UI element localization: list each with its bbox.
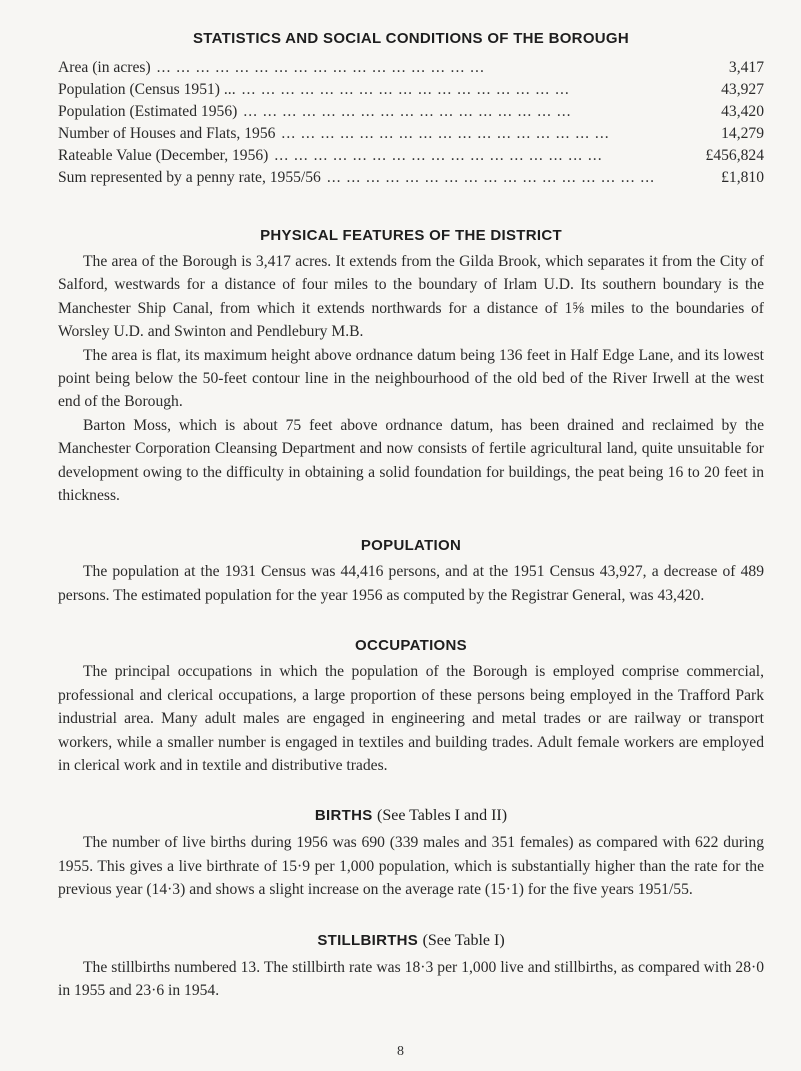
stat-label: Rateable Value (December, 1956): [58, 147, 269, 164]
paragraph: The number of live births during 1956 was 690 (339 males and 351 females) as compared with 622 during 1955. This gives a live birthrate of 15·9 per 1,000 population, which is substantially higher than the rate for the previous year (14·3) and shows a slight increase on the average rate (15·1) for the five years 1951/55.: [58, 834, 764, 899]
section-occupations: [58, 637, 764, 777]
stat-value: 43,927: [721, 81, 764, 98]
heading-text: STILLBIRTHS: [317, 931, 419, 949]
paragraph: Barton Moss, which is about 75 feet above ordnance datum, has been drained and reclaimed by the Manchester Corporation Cleansing Department and now consists of fertile agricultural land, quite unsuitable for development owing to the difficulty in obtaining a solid foundation for buildings, the peat being 16 to 20 feet in thickness.: [58, 416, 764, 505]
page-number: 8: [397, 1044, 404, 1059]
leader-dots: ... ... ... ... ... ... ... ... ... ... ... ... ... ... ... ... ...: [241, 81, 570, 98]
section-stillbirths: [58, 932, 764, 1003]
section-heading: [58, 807, 764, 825]
leader-dots: ... ... ... ... ... ... ... ... ... ... ... ... ... ... ... ... ...: [326, 169, 656, 186]
section-births: [58, 807, 764, 901]
stat-row: [58, 101, 764, 123]
stat-value: 14,279: [721, 125, 764, 142]
stat-row: [58, 167, 764, 189]
stat-value: 43,420: [721, 103, 764, 120]
stat-label: Population (Census 1951) ...: [58, 81, 236, 98]
heading-subtext: (See Table I): [422, 931, 505, 949]
stat-label: Area (in acres): [58, 59, 151, 76]
stat-label: Sum represented by a penny rate, 1955/56: [58, 169, 321, 186]
section-physical-features: [58, 227, 764, 507]
stat-value: £1,810: [721, 169, 764, 186]
section-heading: PHYSICAL FEATURES OF THE DISTRICT: [260, 227, 562, 244]
leader-dots: ... ... ... ... ... ... ... ... ... ... ... ... ... ... ... ... ...: [281, 125, 610, 142]
leader-dots: ... ... ... ... ... ... ... ... ... ... ... ... ... ... ... ... ...: [274, 147, 603, 164]
paragraph: The area is flat, its maximum height above ordnance datum being 136 feet in Half Edge Lane, and its lowest point being below the 50-feet contour line in the neighbourhood of the old bed of the River Irwell at the west end of the Borough.: [58, 346, 764, 411]
leader-dots: ... ... ... ... ... ... ... ... ... ... ... ... ... ... ... ... ...: [156, 59, 485, 76]
stat-row: [58, 79, 764, 101]
stat-label: Population (Estimated 1956): [58, 103, 238, 120]
paragraph: The principal occupations in which the population of the Borough is employed comprise commercial, professional and clerical occupations, a large proportion of these persons being employed in the Trafford Park industrial area. Many adult males are engaged in engineering and metal trades or are railway or transport workers, while a smaller number is engaged in textiles and building trades. Adult female workers are employed in clerical work and in textile and distributive trades.: [58, 663, 764, 774]
paragraph: The population at the 1931 Census was 44,416 persons, and at the 1951 Census 43,927, a decrease of 489 persons. The estimated population for the year 1956 as computed by the Registrar General, was 43,420.: [58, 563, 764, 604]
section-population: [58, 537, 764, 607]
document-title: STATISTICS AND SOCIAL CONDITIONS OF THE BOROUGH: [192, 30, 630, 47]
section-heading: [58, 932, 764, 950]
stat-row: [58, 145, 764, 167]
section-heading: POPULATION: [360, 537, 462, 555]
stat-value: £456,824: [705, 147, 764, 164]
section-heading: OCCUPATIONS: [355, 637, 467, 655]
document-page: [58, 30, 764, 1002]
heading-text: BIRTHS: [314, 807, 373, 825]
statistics-list: [58, 57, 764, 189]
paragraph: The area of the Borough is 3,417 acres. It extends from the Gilda Brook, which separates it from the City of Salford, westwards for a distance of four miles to the boundary of Irlam U.D. Its southern boundary is the Manchester Ship Canal, from which it extends northwards for a distance of 1⅝ miles to the boundaries of Worsley U.D. and Swinton and Pendlebury M.B.: [58, 253, 764, 341]
stat-row: [58, 57, 764, 79]
leader-dots: ... ... ... ... ... ... ... ... ... ... ... ... ... ... ... ... ...: [243, 103, 572, 120]
stat-label: Number of Houses and Flats, 1956: [58, 125, 276, 142]
stat-row: [58, 123, 764, 145]
paragraph: The stillbirths numbered 13. The stillbirth rate was 18·3 per 1,000 live and stillbirths, as compared with 28·0 in 1955 and 23·6 in 1954.: [58, 958, 764, 999]
stat-value: 3,417: [728, 59, 764, 76]
heading-subtext: (See Tables I and II): [377, 807, 508, 825]
